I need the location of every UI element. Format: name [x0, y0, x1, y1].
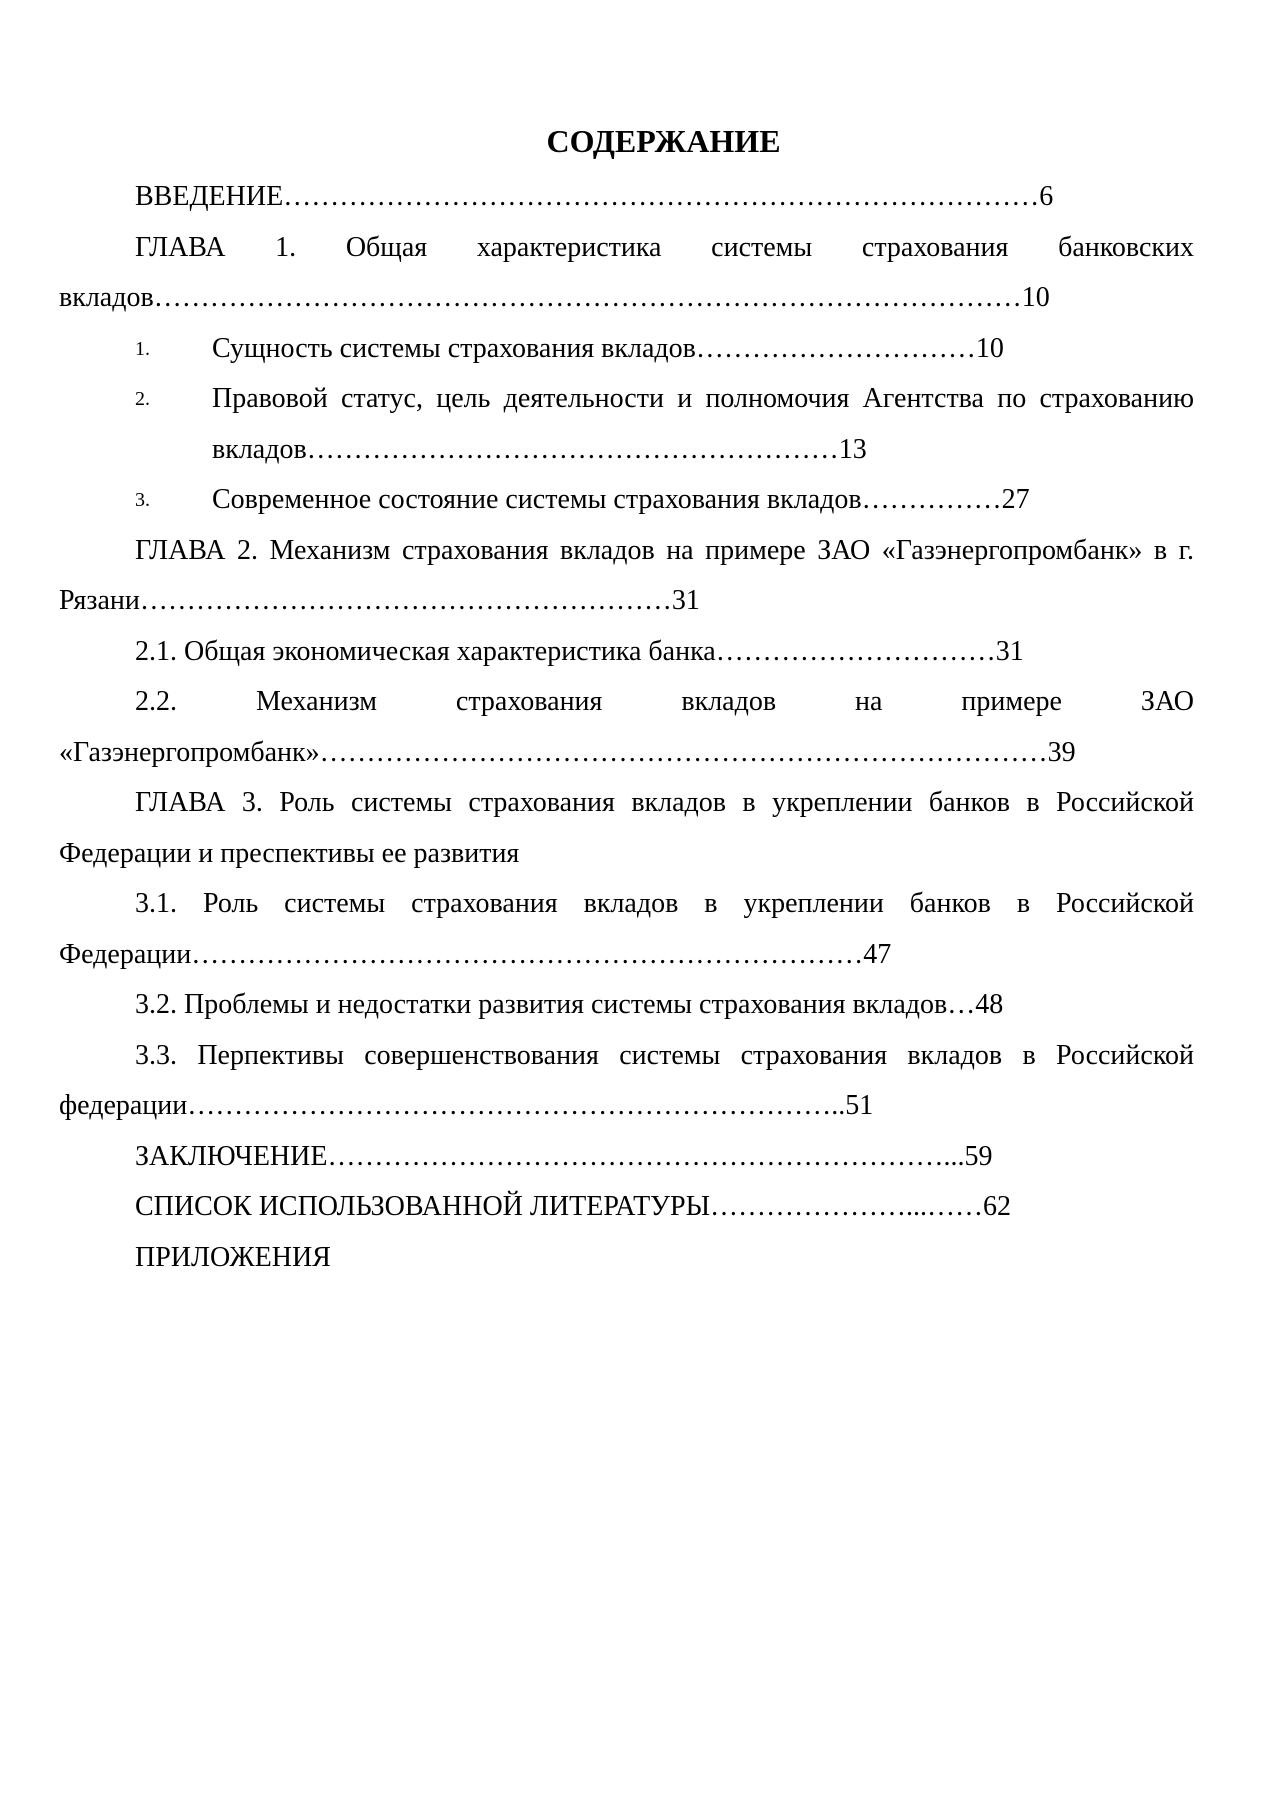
toc-entry-text: ЗАКЛЮЧЕНИЕ…………………………………………………………...59 [135, 1140, 993, 1172]
toc-entry-text: 3.2. Проблемы и недостатки развития системы страхования вкладов…48 [135, 989, 1004, 1020]
toc-entry-text: ГЛАВА 1. Общая характеристика системы страхования банковских вкладов…………………………………………………………………………………10 [59, 231, 1194, 313]
toc-entry-section-3-1 [59, 879, 1194, 980]
toc-entry-introduction [59, 172, 1194, 223]
toc-entry-text: Правовой статус, цель деятельности и полномочия Агентства по страхованию вкладов…………………………………………………13 [212, 383, 1194, 465]
toc-entry-text: ГЛАВА 2. Механизм страхования вкладов на примере ЗАО «Газэнергопромбанк» в г. Рязани…………………………………………………31 [59, 534, 1194, 616]
toc-entry-chapter-2 [59, 526, 1194, 627]
toc-entry-section-1-3 [59, 475, 1194, 526]
toc-entry-conclusion [59, 1132, 1194, 1183]
toc-entry-text: Сущность системы страхования вкладов…………………………10 [212, 332, 1004, 364]
toc-entry-text: 2.2. Механизм страхования вкладов на примере ЗАО «Газэнергопромбанк»……………………………………………………………………39 [59, 686, 1194, 768]
toc-entry-text: СПИСОК ИСПОЛЬЗОВАННОЙ ЛИТЕРАТУРЫ…………………...……62 [135, 1191, 1011, 1222]
toc-entry-section-3-3 [59, 1031, 1194, 1132]
toc-entry-section-2-2 [59, 677, 1194, 778]
toc-entry-text: ВВЕДЕНИЕ………………………………………………………………………6 [135, 181, 1054, 212]
toc-entry-number: 2. [135, 388, 150, 410]
toc-entry-bibliography [59, 1182, 1194, 1233]
toc-entry-section-3-2 [59, 980, 1194, 1031]
toc-entry-chapter-3 [59, 778, 1194, 879]
toc-entry-text: 2.1. Общая экономическая характеристика банка…………………………31 [135, 635, 1024, 667]
toc-entry-number: 1. [135, 337, 150, 360]
toc-entry-section-2-1 [59, 627, 1194, 678]
toc-entry-text: Современное состояние системы страхования вкладов……………27 [212, 484, 1030, 515]
toc-entry-appendices [59, 1233, 1194, 1284]
page-title: СОДЕРЖАНИЕ [546, 123, 781, 159]
toc-entry-section-1-1 [59, 324, 1194, 375]
toc-entry-text: ПРИЛОЖЕНИЯ [135, 1241, 331, 1273]
toc-entry-chapter-1 [59, 223, 1194, 324]
toc-entry-text: ГЛАВА 3. Роль системы страхования вкладов в укреплении банков в Российской Федерации и преспективы ее развития [59, 787, 1194, 869]
toc-entry-text: 3.3. Перпективы совершенствования системы страхования вкладов в Российской федерации……………………………………………………………..51 [59, 1039, 1194, 1121]
toc-entry-text: 3.1. Роль системы страхования вкладов в укреплении банков в Российской Федерации………………………………………………………………47 [59, 888, 1194, 970]
toc-entry-number: 3. [135, 489, 150, 511]
toc-entry-section-1-2 [59, 374, 1194, 475]
table-of-contents [59, 172, 1194, 1283]
